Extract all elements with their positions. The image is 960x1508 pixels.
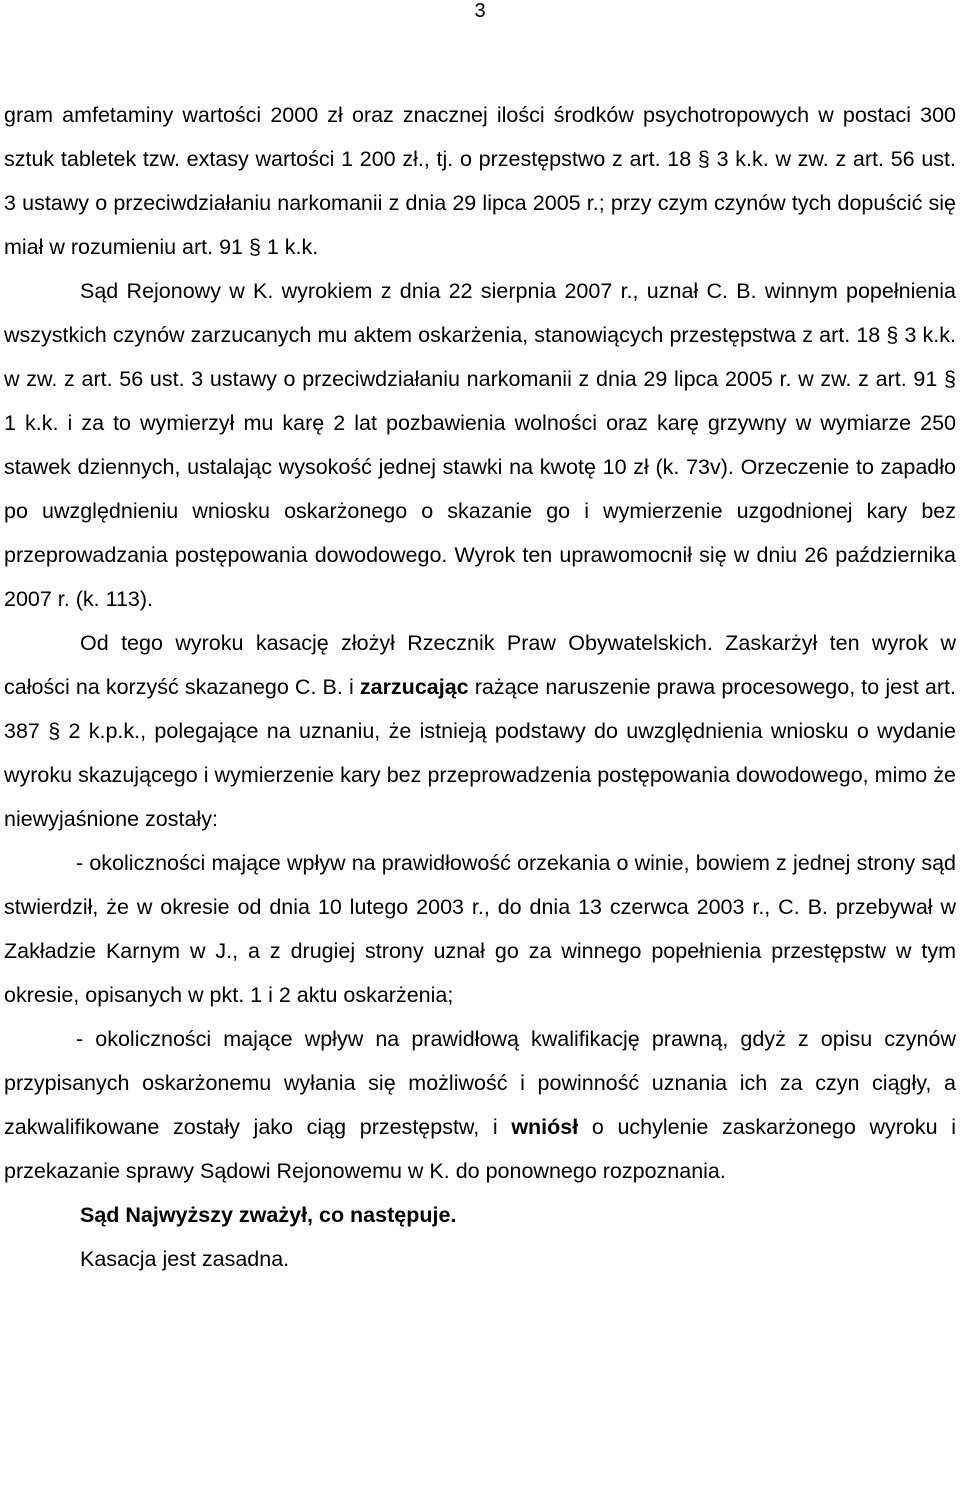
cassation-text-start: Od tego wyroku kasację złożył Rzecznik Praw Obywatelskich. Zaskarżył ten wyrok w całości na korzyść skazanego C. B. i bbox=[4, 631, 956, 699]
paragraph-second-objection bbox=[4, 1017, 956, 1193]
cassation-text-end: rażące naruszenie prawa procesowego, to jest art. 387 § 2 k.p.k., polegające na uznaniu, że istnieją podstawy do uwzględnienia wniosku o wydanie wyroku skazującego i wymierzenie kary bez przeprowadzenia postępowania dowodowego, mimo że niewyjaśnione zostały: bbox=[4, 675, 956, 831]
document-body bbox=[4, 93, 956, 1281]
paragraph-cassation bbox=[4, 621, 956, 841]
paragraph-conclusion: Kasacja jest zasadna. bbox=[80, 1247, 290, 1271]
paragraph-district-court-judgment: Sąd Rejonowy w K. wyrokiem z dnia 22 sierpnia 2007 r., uznał C. B. winnym popełnienia wszystkich czynów zarzucanych mu aktem oskarżenia, stanowiących przestępstwa z art. 18 § 3 k.k. w zw. z art. 56 ust. 3 ustawy o przeciwdziałaniu narkomanii z dnia 29 lipca 2005 r. w zw. z art. 91 § 1 k.k. i za to wymierzył mu karę 2 lat pozbawienia wolności oraz karę grzywny w wymiarze 250 stawek dziennych, ustalając wysokość jednej stawki na kwotę 10 zł (k. 73v). Orzeczenie to zapadło po uwzględnieniu wniosku oskarżonego o skazanie go i wymierzenie uzgodnionej kary bez przeprowadzania postępowania dowodowego. Wyrok ten uprawomocnił się w dniu 26 października 2007 r. (k. 113). bbox=[4, 279, 956, 611]
second-objection-text-end: o uchylenie zaskarżonego wyroku i przekazanie sprawy Sądowi Rejonowemu w K. do ponownego rozpoznania. bbox=[4, 1115, 956, 1183]
supreme-court-heading bbox=[4, 1193, 956, 1237]
paragraph-first-objection: - okoliczności mające wpływ na prawidłowość orzekania o winie, bowiem z jednej strony sąd stwierdził, że w okresie od dnia 10 lutego 2003 r., do dnia 13 czerwca 2003 r., C. B. przebywał w Zakładzie Karnym w J., a z drugiej strony uznał go za winnego popełnienia przestępstw w tym okresie, opisanych w pkt. 1 i 2 aktu oskarżenia; bbox=[4, 851, 956, 1007]
page-number: 3 bbox=[474, 0, 486, 22]
second-objection-bold-wniosl: wniósł bbox=[511, 1115, 579, 1139]
second-objection-text-start: - okoliczności mające wpływ na prawidłową kwalifikację prawną, gdyż z opisu czynów przypisanych oskarżonemu wyłania się możliwość i powinność uznania ich za czyn ciągły, a zakwalifikowane zostały jako ciąg przestępstw, i bbox=[4, 1027, 956, 1139]
supreme-court-heading-text: Sąd Najwyższy zważył, co następuje. bbox=[80, 1203, 457, 1227]
paragraph-charges: gram amfetaminy wartości 2000 zł oraz znacznej ilości środków psychotropowych w postaci 300 sztuk tabletek tzw. extasy wartości 1 200 zł., tj. o przestępstwo z art. 18 § 3 k.k. w zw. z art. 56 ust. 3 ustawy o przeciwdziałaniu narkomanii z dnia 29 lipca 2005 r.; przy czym czynów tych dopuścić się miał w rozumieniu art. 91 § 1 k.k. bbox=[4, 103, 956, 259]
cassation-bold-zarzucajac: zarzucając bbox=[359, 675, 469, 699]
